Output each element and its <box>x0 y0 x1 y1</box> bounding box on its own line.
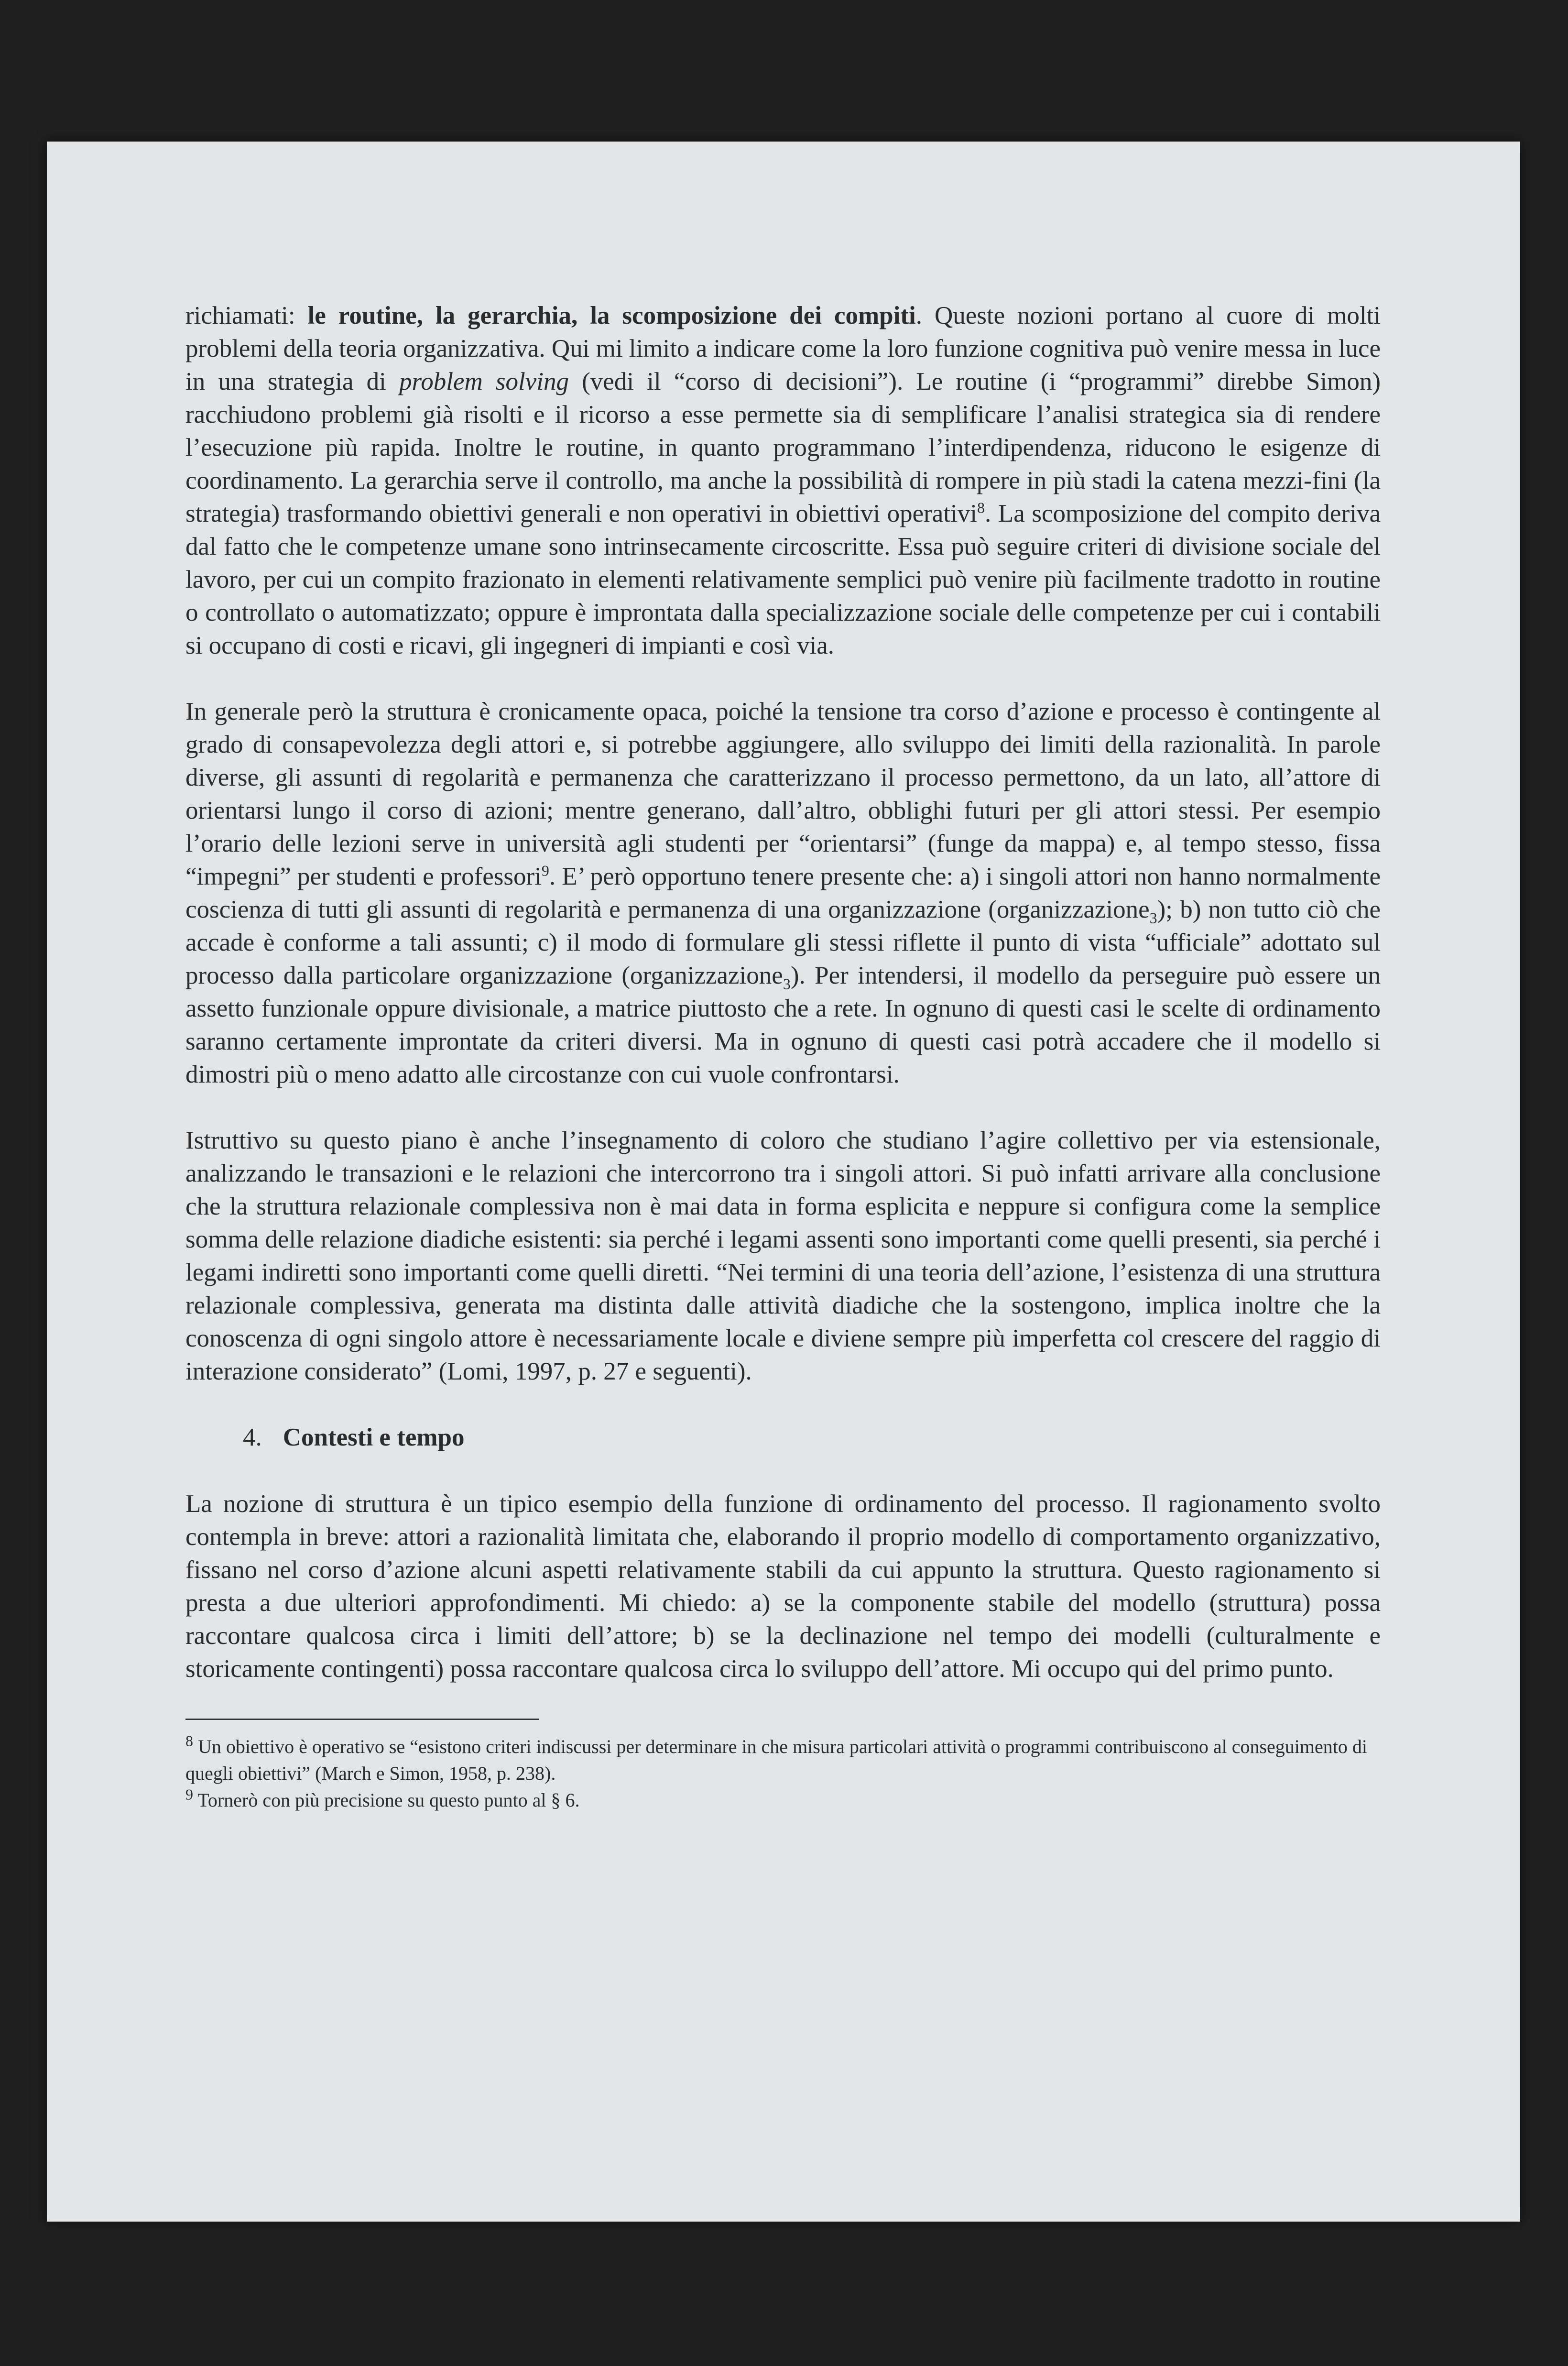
footnote-mark: 8 <box>185 1732 193 1750</box>
section-number: 4. <box>243 1424 262 1451</box>
footnote-separator <box>185 1719 539 1720</box>
text-run: . E’ però opportuno tenere presente che: a) i singoli attori non hanno normalmente coscienza di tutti gli assunti di regolarità e permanenza di una organizzazione (organizzazione <box>185 863 1381 923</box>
text-run: . La scomposizione del compito deriva dal fatto che le competenze umane sono intrinsecamente circoscritte. Essa può seguire criteri di divisione sociale del lavoro, per cui un compito frazionato in elementi relativamente semplici può venire più facilmente tradotto in routine o controllato o automatizzato; oppure è improntata dalla specializzazione sociale delle competenze per cui i contabili si occupano di costi e ricavi, gli ingegneri di impianti e così via. <box>185 500 1381 659</box>
text-run: ). Per intendersi, il modello da perseguire può essere un assetto funzionale oppure divisionale, a matrice piuttosto che a rete. In ognuno di questi casi le scelte di ordinamento saranno certamente improntate da criteri diversi. Ma in ognuno di questi casi potrà accadere che il modello si dimostri più o meno adatto alle circostanze con cui vuole confrontarsi. <box>185 962 1381 1088</box>
subscript: 3 <box>783 975 791 993</box>
text-run: . Queste nozioni portano al cuore di molti problemi della teoria organizzativa. Qui mi limito a indicare come la loro funzione cognitiva può venire messa in luce in una strategia di <box>185 302 1381 395</box>
section-title: Contesti e tempo <box>283 1424 465 1451</box>
section-heading <box>185 1421 1381 1454</box>
paragraph-struttura-opaca <box>185 695 1381 1091</box>
footnote-text: Un obiettivo è operativo se “esistono criteri indiscussi per determinare in che misura particolari attività o programmi contribuiscono al conseguimento di quegli obiettivi” (March e Simon, 1958, p. 238). <box>185 1736 1367 1784</box>
footnote-ref-8: 8 <box>977 499 985 516</box>
footnote-9 <box>185 1787 1381 1814</box>
bold-phrase: le routine, la gerarchia, la scomposizione dei compiti <box>307 302 916 329</box>
footnote-8 <box>185 1733 1381 1787</box>
paragraph-istruttivo: Istruttivo su questo piano è anche l’insegnamento di coloro che studiano l’agire collettivo per via estensionale, analizzando le transazioni e le relazioni che intercorrono tra i singoli attori. Si può infatti arrivare alla conclusione che la struttura relazionale complessiva non è mai data in forma esplicita e neppure si configura come la semplice somma delle relazione diadiche esistenti: sia perché i legami assenti sono importanti come quelli presenti, sia perché i legami indiretti sono importanti come quelli diretti. “Nei termini di una teoria dell’azione, l’esistenza di una struttura relazionale complessiva, generata ma distinta dalle attività diadiche che la sostengono, implica inoltre che la conoscenza di ogni singolo attore è necessariamente locale e diviene sempre più imperfetta col crescere del raggio di interazione considerato” (Lomi, 1997, p. 27 e seguenti). <box>185 1127 1381 1385</box>
paper-sheet <box>47 142 1520 2222</box>
paragraph-nozione-struttura: La nozione di struttura è un tipico esempio della funzione di ordinamento del processo. Il ragionamento svolto contempla in breve: attori a razionalità limitata che, elaborando il proprio modello di comportamento organizzativo, fissano nel corso d’azione alcuni aspetti relativamente stabili da cui appunto la struttura. Questo ragionamento si presta a due ulteriori approfondimenti. Mi chiedo: a) se la componente stabile del modello (struttura) possa raccontare qualcosa circa i limiti dell’attore; b) se la declinazione nel tempo dei modelli (culturalmente e storicamente contingenti) possa raccontare qualcosa circa lo sviluppo dell’attore. Mi occupo qui del primo punto. <box>185 1490 1381 1683</box>
text-run: (vedi il “corso di decisioni”). Le routine (i “programmi” direbbe Simon) racchiudono problemi già risolti e il ricorso a esse permette sia di semplificare l’analisi strategica sia di rendere l’esecuzione più rapida. Inoltre le routine, in quanto programmano l’interdipendenza, riducono le esigenze di coordinamento. La gerarchia serve il controllo, ma anche la possibilità di rompere in più stadi la catena mezzi-fini (la strategia) trasformando obiettivi generali e non operativi in obiettivi operativi <box>185 368 1381 527</box>
subscript: 3 <box>1149 909 1157 927</box>
page-content <box>185 299 1381 1814</box>
paragraph-routine <box>185 299 1381 662</box>
text-run: richiamati: <box>185 302 308 329</box>
text-run: In generale però la struttura è cronicamente opaca, poiché la tensione tra corso d’azione e processo è contingente al grado di consapevolezza degli attori e, si potrebbe aggiungere, allo sviluppo dei limiti della razionalità. In parole diverse, gli assunti di regolarità e permanenza che caratterizzano il processo permettono, da un lato, all’attore di orientarsi lungo il corso di azioni; mentre generano, dall’altro, obblighi futuri per gli attori stessi. Per esempio l’orario delle lezioni serve in università agli studenti per “orientarsi” (funge da mappa) e, al tempo stesso, fissa “impegni” per studenti e professori <box>185 698 1381 890</box>
footnote-text: Tornerò con più precisione su questo punto al § 6. <box>193 1789 580 1811</box>
footnote-ref-9: 9 <box>541 862 549 879</box>
footnote-mark: 9 <box>185 1785 193 1803</box>
italic-phrase: problem solving <box>399 368 569 395</box>
text-run: ); b) non tutto ciò che accade è conforme a tali assunti; c) il modo di formulare gli stessi riflette il punto di vista “ufficiale” adottato sul processo dalla particolare organizzazione (organizzazione <box>185 896 1381 989</box>
